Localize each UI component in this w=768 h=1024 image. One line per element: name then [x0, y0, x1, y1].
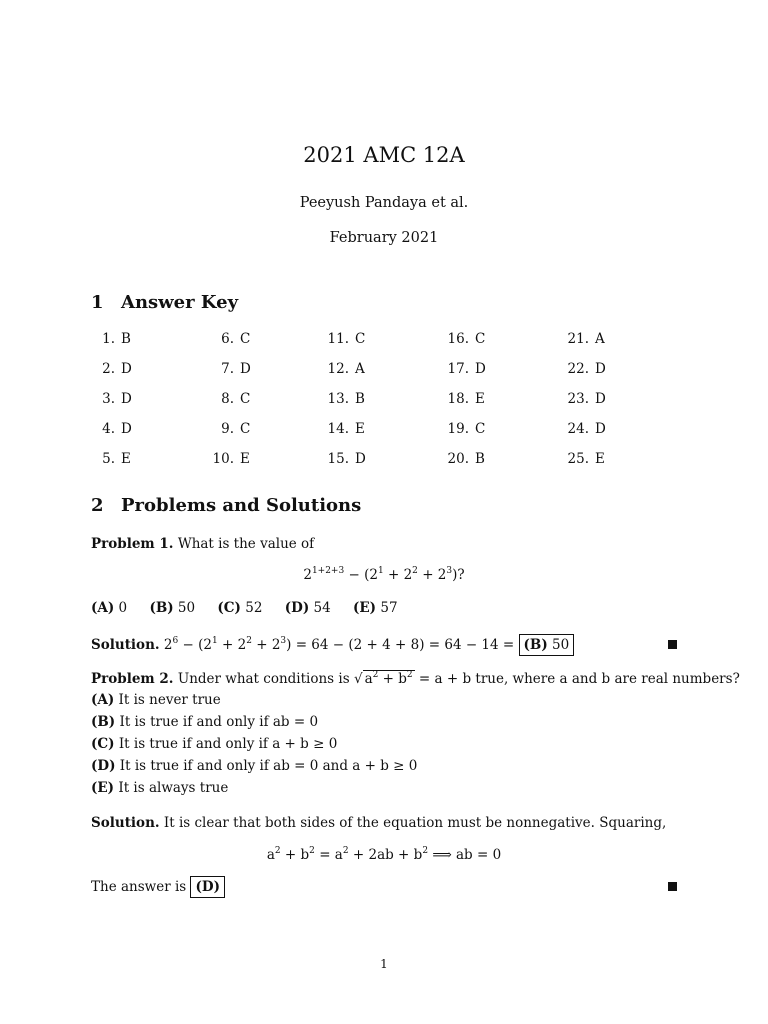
answer-letter: C: [240, 421, 251, 437]
answer-key-item: [91, 451, 131, 467]
answer-key-item: [210, 451, 250, 467]
section-title: Problems and Solutions: [121, 495, 362, 516]
answer-number: 17.: [447, 361, 469, 377]
answer-letter: E: [475, 391, 485, 407]
choice-b: (B) 50: [149, 600, 196, 616]
answer-number: 16.: [447, 331, 469, 347]
answer-number: 5.: [102, 451, 115, 467]
answer-key-item: [445, 451, 485, 467]
answer-letter: E: [595, 451, 605, 467]
answer-number: 3.: [102, 391, 115, 407]
answer-letter: D: [475, 361, 486, 377]
answer-key-item: [565, 451, 605, 467]
answer-key-item: [210, 421, 250, 437]
answer-key-item: [210, 331, 250, 347]
solution-label: Solution.: [91, 637, 160, 653]
problem-1-statement: [91, 536, 314, 552]
problem-2-choice-a: (A) It is never true: [91, 692, 221, 708]
answer-letter: D: [240, 361, 251, 377]
answer-letter: D: [121, 421, 132, 437]
answer-key-item: [565, 361, 606, 377]
boxed-answer: (D): [190, 876, 224, 898]
problem-2-statement: Problem 2. Under what conditions is √ $a^2 + b^2 = a + b$ true, where a and b are real numbers?: [91, 670, 740, 687]
answer-letter: D: [595, 421, 606, 437]
answer-letter: C: [475, 331, 486, 347]
problem-2-choice-b: (B) It is true if and only if ab = 0: [91, 714, 319, 730]
answer-number: 4.: [102, 421, 115, 437]
problem-label: Problem 1.: [91, 536, 174, 552]
answer-letter: C: [355, 331, 366, 347]
qed-square-icon: [668, 882, 677, 891]
answer-key-item: [445, 421, 485, 437]
answer-number: 18.: [447, 391, 469, 407]
sqrt-radicand: $a^2 + b^2$: [364, 670, 413, 687]
problem-1-solution: Solution. $2^6 - (2^1 + 2^2 + 2^3) = 64 - (2 + 4 + 8) = 64 - 14 = (B)$ 50: [91, 636, 574, 653]
choice-c: (C) 52: [217, 600, 263, 616]
answer-number: 10.: [212, 451, 234, 467]
problem-2-choice-c: (C) It is true if and only if a + b ≥ 0: [91, 736, 338, 752]
answer-number: 23.: [567, 391, 589, 407]
page-number: 1: [380, 957, 388, 971]
problem-2-answer: The answer is (D): [91, 879, 225, 895]
problem-2-equation: $a^2 + b^2 = a^2 + 2ab + b^2$ ⟹ ab = 0: [266, 846, 502, 863]
answer-number: 12.: [327, 361, 349, 377]
choice-a: (A) 0: [91, 600, 128, 616]
answer-key-item: [565, 331, 605, 347]
answer-letter: E: [240, 451, 250, 467]
answer-letter: A: [595, 331, 605, 347]
answer-number: 13.: [327, 391, 349, 407]
answer-letter: B: [355, 391, 365, 407]
problem-2-choice-e: (E) It is always true: [91, 780, 229, 796]
problem-label: Problem 2.: [91, 671, 174, 687]
answer-letter: A: [355, 361, 365, 377]
answer-number: 14.: [327, 421, 349, 437]
answer-number: 22.: [567, 361, 589, 377]
problem-2-choice-d: (D) It is true if and only if ab = 0 and a + b ≥ 0: [91, 758, 418, 774]
problem-1-choices: [91, 600, 416, 616]
answer-number: 20.: [447, 451, 469, 467]
answer-letter: B: [121, 331, 131, 347]
answer-key-item: [565, 391, 606, 407]
section-number: 2: [91, 495, 104, 516]
qed-square-icon: [668, 640, 677, 649]
answer-key-item: [445, 331, 485, 347]
answer-key-item: [91, 391, 132, 407]
section-title: Answer Key: [121, 292, 239, 313]
answer-key-item: [325, 391, 365, 407]
sqrt-symbol-icon: √: [353, 671, 363, 687]
answer-number: 8.: [221, 391, 234, 407]
answer-number: 19.: [447, 421, 469, 437]
answer-letter: E: [355, 421, 365, 437]
choice-d: (D) 54: [284, 600, 331, 616]
answer-number: 25.: [567, 451, 589, 467]
answer-letter: C: [240, 391, 251, 407]
answer-key-item: [91, 361, 132, 377]
solution-label: Solution.: [91, 815, 160, 831]
answer-key-item: [91, 421, 132, 437]
answer-letter: B: [475, 451, 485, 467]
answer-key-item: [325, 421, 365, 437]
document-date: February 2021: [329, 230, 439, 246]
problem-1-equation: $2^{1+2+3} - (2^1 + 2^2 + 2^3)$?: [303, 566, 465, 583]
answer-number: 15.: [327, 451, 349, 467]
answer-number: 9.: [221, 421, 234, 437]
answer-number: 7.: [221, 361, 234, 377]
answer-letter: D: [595, 391, 606, 407]
section-heading-answer-key: [91, 292, 238, 313]
answer-key-item: [565, 421, 606, 437]
section-heading-problems: [91, 495, 361, 516]
answer-key-item: [445, 391, 485, 407]
choice-e: (E) 57: [352, 600, 398, 616]
problem-2-solution: Solution. It is clear that both sides of the equation must be nonnegative. Squaring,: [91, 815, 667, 831]
answer-key-item: [325, 331, 365, 347]
section-number: 1: [91, 292, 104, 313]
answer-key-item: [325, 451, 366, 467]
answer-number: 11.: [327, 331, 349, 347]
answer-number: 24.: [567, 421, 589, 437]
answer-key-item: [210, 361, 251, 377]
answer-number: 2.: [102, 361, 115, 377]
answer-number: 21.: [567, 331, 589, 347]
answer-key-item: [325, 361, 365, 377]
answer-letter: D: [355, 451, 366, 467]
answer-key-item: [91, 331, 131, 347]
answer-letter: C: [240, 331, 251, 347]
document-author: Peeyush Pandaya et al.: [299, 195, 469, 211]
answer-letter: D: [121, 361, 132, 377]
answer-letter: C: [475, 421, 486, 437]
answer-key-item: [445, 361, 486, 377]
answer-letter: E: [121, 451, 131, 467]
document-title: 2021 AMC 12A: [303, 143, 465, 167]
boxed-answer: (B) 50: [519, 634, 575, 656]
answer-number: 6.: [221, 331, 234, 347]
answer-letter: D: [595, 361, 606, 377]
answer-key-item: [210, 391, 250, 407]
problem-text: What is the value of: [177, 536, 315, 552]
answer-number: 1.: [102, 331, 115, 347]
answer-letter: D: [121, 391, 132, 407]
